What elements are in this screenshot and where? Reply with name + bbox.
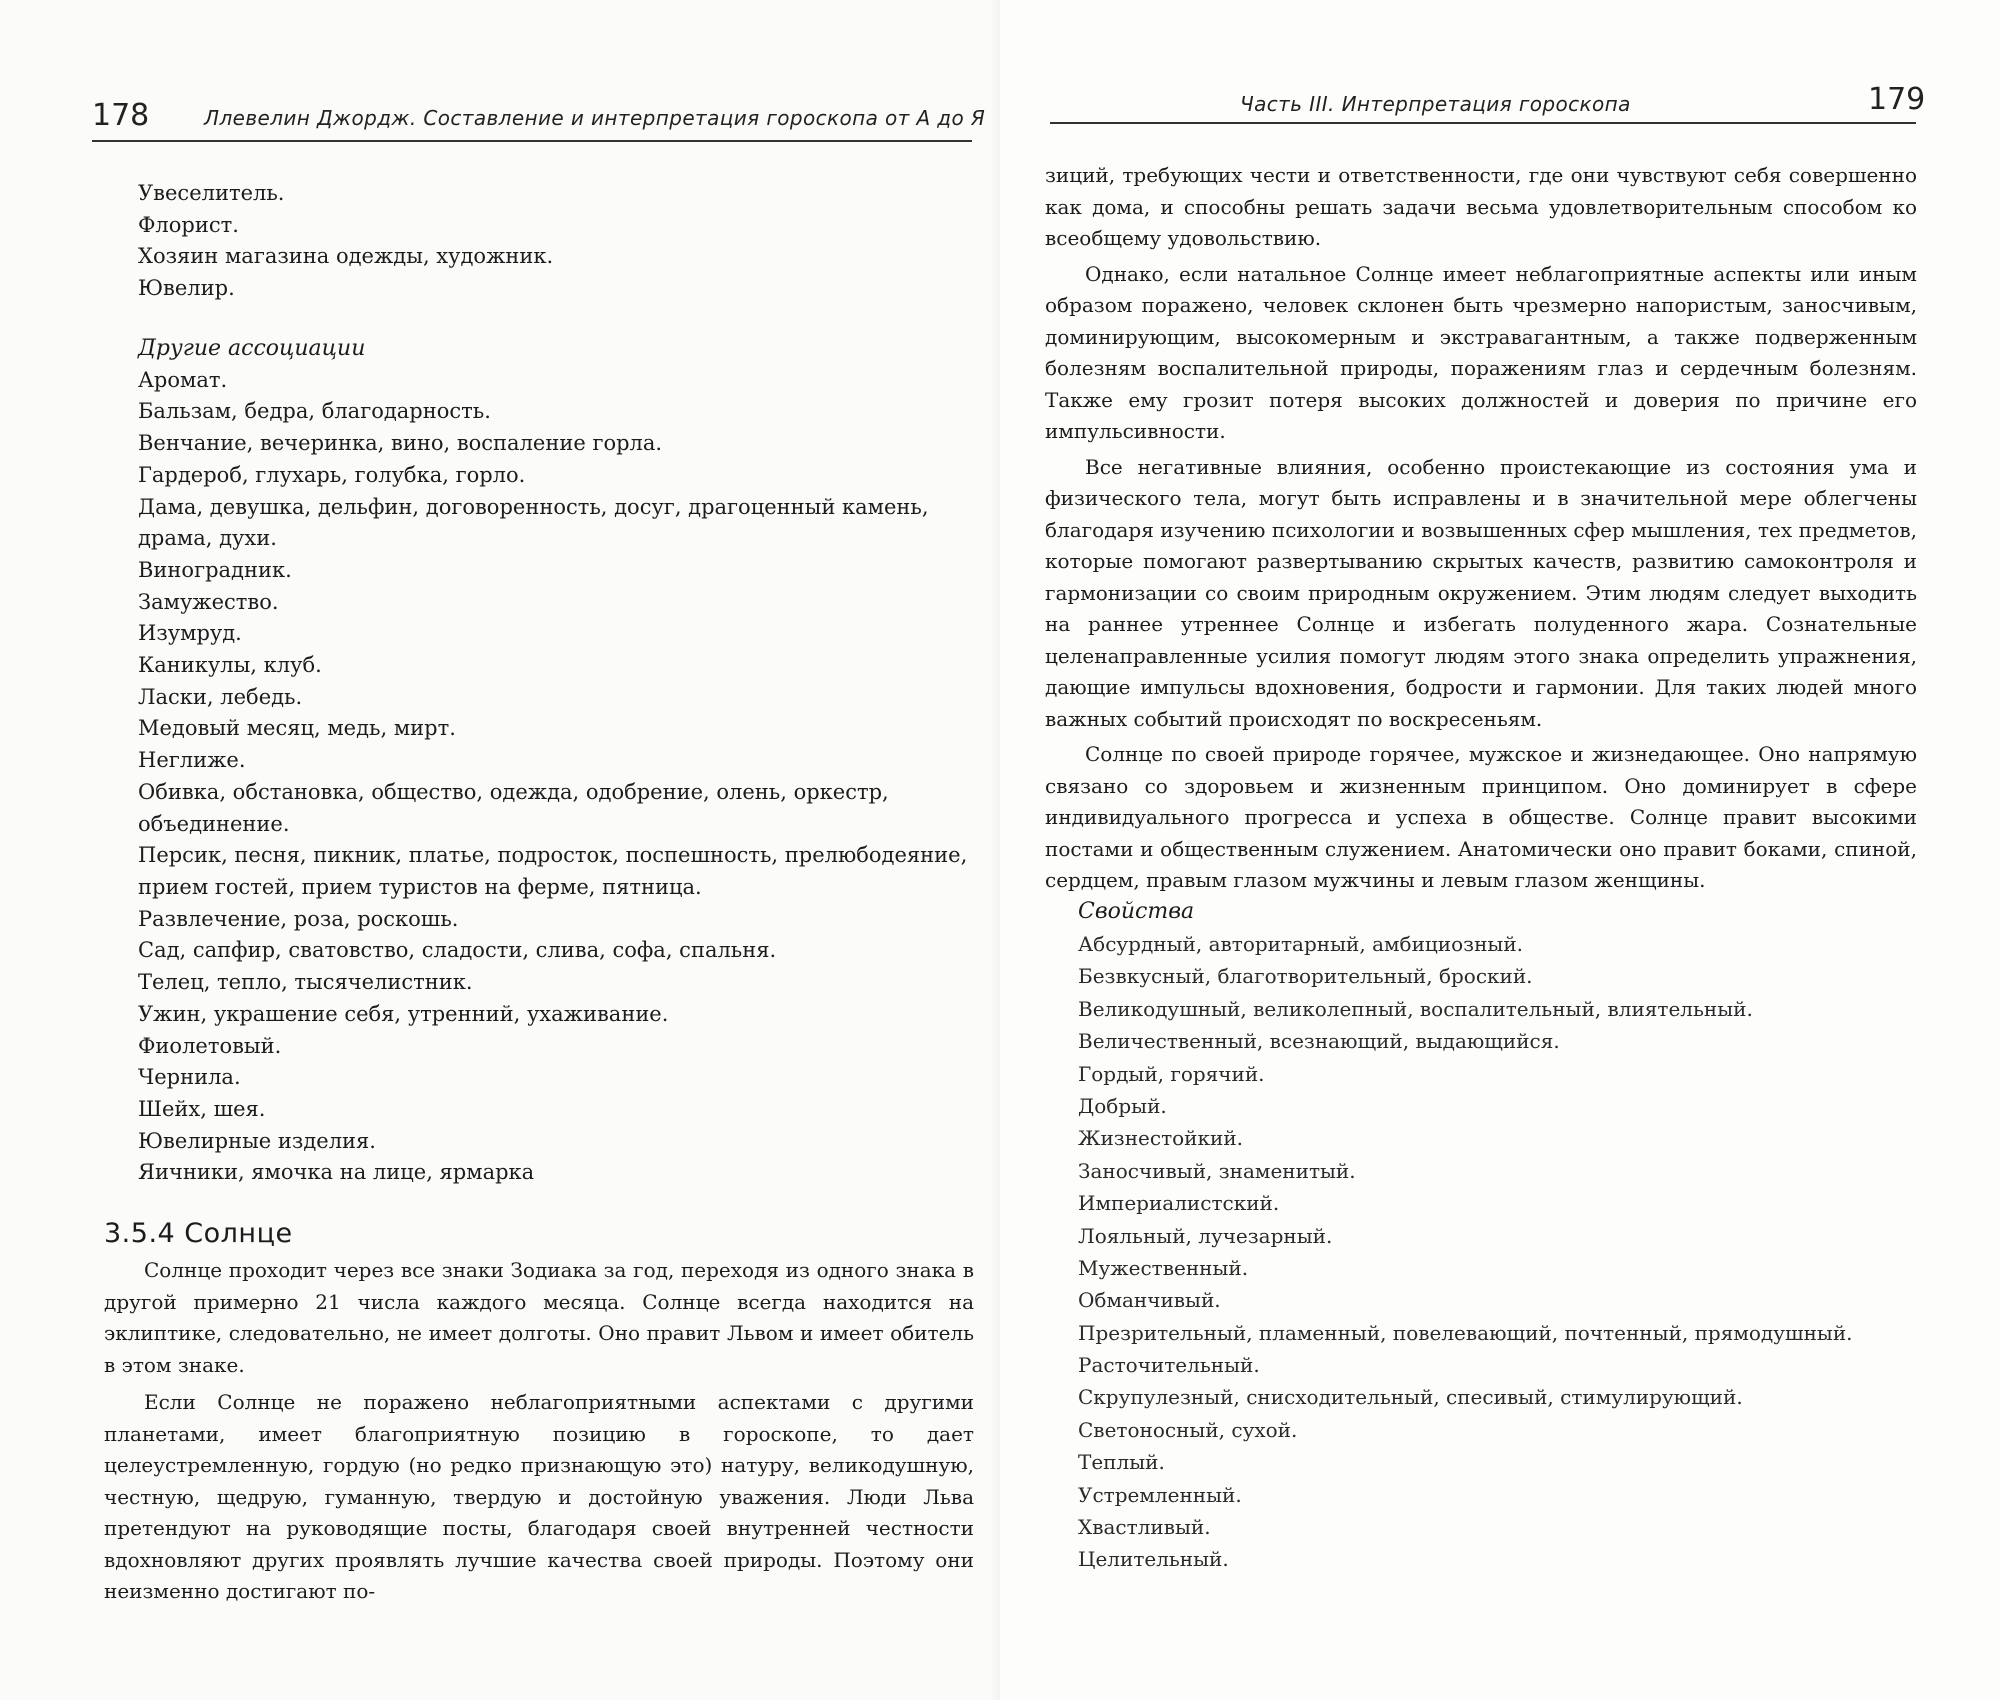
profession-item: Флорист. <box>138 212 239 237</box>
property-item: Светоносный, сухой. <box>1078 1417 1298 1442</box>
association-item: Бальзам, бедра, благодарность. <box>138 399 491 424</box>
property-item: Презрительный, пламенный, повелевающий, почтенный, прямодушный. <box>1078 1320 1853 1345</box>
property-item: Расточительный. <box>1078 1353 1260 1378</box>
body-paragraph: Солнце по своей природе горячее, мужское и жизнедающее. Оно напрямую связано со здоровьем и жизненным принципом. Оно доминирует в сфере индивидуального прогресса и успеха в обществе. Солнце правит высокими постами и общественным служением. Анатомически оно правит боками, спиной, сердцем, правым глазом мужчины и левым глазом женщины. <box>1045 742 1917 892</box>
profession-item: Хозяин магазина одежды, художник. <box>138 244 554 269</box>
property-item: Скрупулезный, снисходительный, спесивый, стимулирующий. <box>1078 1385 1743 1410</box>
property-item: Хвастливый. <box>1078 1515 1211 1540</box>
left-running-title: Ллевелин Джордж. Составление и интерпретация гороскопа от А до Я <box>204 106 986 130</box>
property-item: Абсурдный, авторитарный, амбициозный. <box>1078 932 1523 956</box>
profession-item: Ювелир. <box>138 276 235 301</box>
association-item: Яичники, ямочка на лице, ярмарка <box>138 1160 535 1185</box>
property-item: Мужественный. <box>1078 1255 1249 1280</box>
right-running-title: Часть III. Интерпретация гороскопа <box>1240 92 1631 116</box>
left-header-rule <box>92 140 972 142</box>
association-item: Телец, тепло, тысячелистник. <box>138 970 473 995</box>
properties-heading: Свойства <box>1078 899 1195 924</box>
properties-list <box>1078 896 1898 1576</box>
association-item: Фиолетовый. <box>138 1033 282 1058</box>
right-text-column <box>1045 160 1917 897</box>
body-paragraph: Однако, если натальное Солнце имеет неблагоприятные аспекты или иным образом поражено, человек склонен быть чрезмерно напористым, заносчивым, доминирующим, высокомерным и экстравагантным, а также подверженным болезням воспалительной природы, поражениям глаз и сердечным болезням. Также ему грозит потеря высоких должностей и доверия по причине его импульсивности. <box>1045 261 1917 443</box>
association-item: Ювелирные изделия. <box>138 1128 376 1153</box>
association-item: Гардероб, глухарь, голубка, горло. <box>138 462 526 487</box>
left-list-column <box>138 178 974 1189</box>
association-item: Замужество. <box>138 589 279 614</box>
association-item: Аромат. <box>138 367 228 392</box>
association-item: Медовый месяц, медь, мирт. <box>138 716 456 741</box>
association-item: Сад, сапфир, сватовство, сладости, слива, софа, спальня. <box>138 938 777 963</box>
association-item: Дама, девушка, дельфин, договоренность, досуг, драгоценный камень, драма, духи. <box>138 494 929 551</box>
property-item: Лояльный, лучезарный. <box>1078 1223 1333 1248</box>
associations-list <box>138 365 974 1189</box>
association-item: Персик, песня, пикник, платье, подросток, поспешность, прелюбодеяние, прием гостей, прием туристов на ферме, пятница. <box>138 843 968 899</box>
section-title: 3.5.4 Солнце <box>104 1218 293 1249</box>
property-item: Гордый, горячий. <box>1078 1061 1265 1086</box>
association-item: Развлечение, роза, роскошь. <box>138 906 459 931</box>
right-header-rule <box>1050 122 1916 124</box>
associations-heading: Другие ассоциации <box>138 335 366 361</box>
property-item: Заносчивый, знаменитый. <box>1078 1158 1356 1183</box>
sun-section <box>104 1218 974 1608</box>
left-page-number: 178 <box>92 98 150 133</box>
property-item: Теплый. <box>1078 1450 1165 1475</box>
association-item: Чернила. <box>138 1065 241 1090</box>
association-item: Неглиже. <box>138 748 246 773</box>
association-item: Венчание, вечеринка, вино, воспаление горла. <box>138 431 663 456</box>
property-item: Империалистский. <box>1078 1191 1280 1216</box>
body-paragraph: зиций, требующих чести и ответственности, где они чувствуют себя совершенно как дома, и способны решать задачи весьма удовлетворительным способом ко всеобщему удовольствию. <box>1045 163 1917 250</box>
property-item: Обманчивый. <box>1078 1288 1221 1313</box>
property-item: Величественный, всезнающий, выдающийся. <box>1078 1029 1560 1054</box>
association-item: Виноградник. <box>138 557 292 582</box>
association-item: Изумруд. <box>138 621 242 646</box>
association-item: Ужин, украшение себя, утренний, ухаживание. <box>138 1001 669 1026</box>
property-item: Целительный. <box>1078 1547 1229 1572</box>
profession-item: Увеселитель. <box>138 181 285 205</box>
body-paragraph: Солнце проходит через все знаки Зодиака за год, переходя из одного знака в другой примерно 21 числа каждого месяца. Солнце всегда находится на эклиптике, следовательно, не имеет долготы. Оно правит Львом и имеет обитель в этом знаке. <box>104 1258 974 1377</box>
property-item: Добрый. <box>1078 1093 1167 1118</box>
property-item: Безвкусный, благотворительный, броский. <box>1078 964 1533 989</box>
property-item: Великодушный, великолепный, воспалительный, влиятельный. <box>1078 996 1753 1021</box>
right-page-number: 179 <box>1868 82 1926 117</box>
property-item: Жизнестойкий. <box>1078 1126 1244 1151</box>
association-item: Шейх, шея. <box>138 1096 266 1121</box>
association-item: Каникулы, клуб. <box>138 653 322 678</box>
association-item: Обивка, обстановка, общество, одежда, одобрение, олень, оркестр, объединение. <box>138 779 889 836</box>
body-paragraph: Все негативные влияния, особенно проистекающие из состояния ума и физического тела, могут быть исправлены и в значительной мере облегчены благодаря изучению психологии и возвышенных сфер мышления, тех предметов, которые помогают развертыванию скрытых качеств, развитию самоконтроля и гармонизации со своим природным окружением. Этим людям следует выходить на раннее утреннее Солнце и избегать полуденного жара. Сознательные целенаправленные усилия помогут людям этого знака определить упражнения, дающие импульсы вдохновения, бодрости и гармонии. Для таких людей много важных событий происходят по воскресеньям. <box>1045 454 1917 731</box>
property-item: Устремленный. <box>1078 1482 1242 1507</box>
body-paragraph: Если Солнце не поражено неблагоприятными аспектами с другими планетами, имеет благоприятную позицию в гороскопе, то дает целеустремленную, гордую (но редко признающую это) натуру, великодушную, честную, щедрую, гуманную, твердую и достойную уважения. Люди Льва претендуют на руководящие посты, благодаря своей внутренней честности вдохновляют других проявлять лучшие качества своей природы. Поэтому они неизменно достигают по- <box>104 1390 974 1603</box>
association-item: Ласки, лебедь. <box>138 684 303 709</box>
